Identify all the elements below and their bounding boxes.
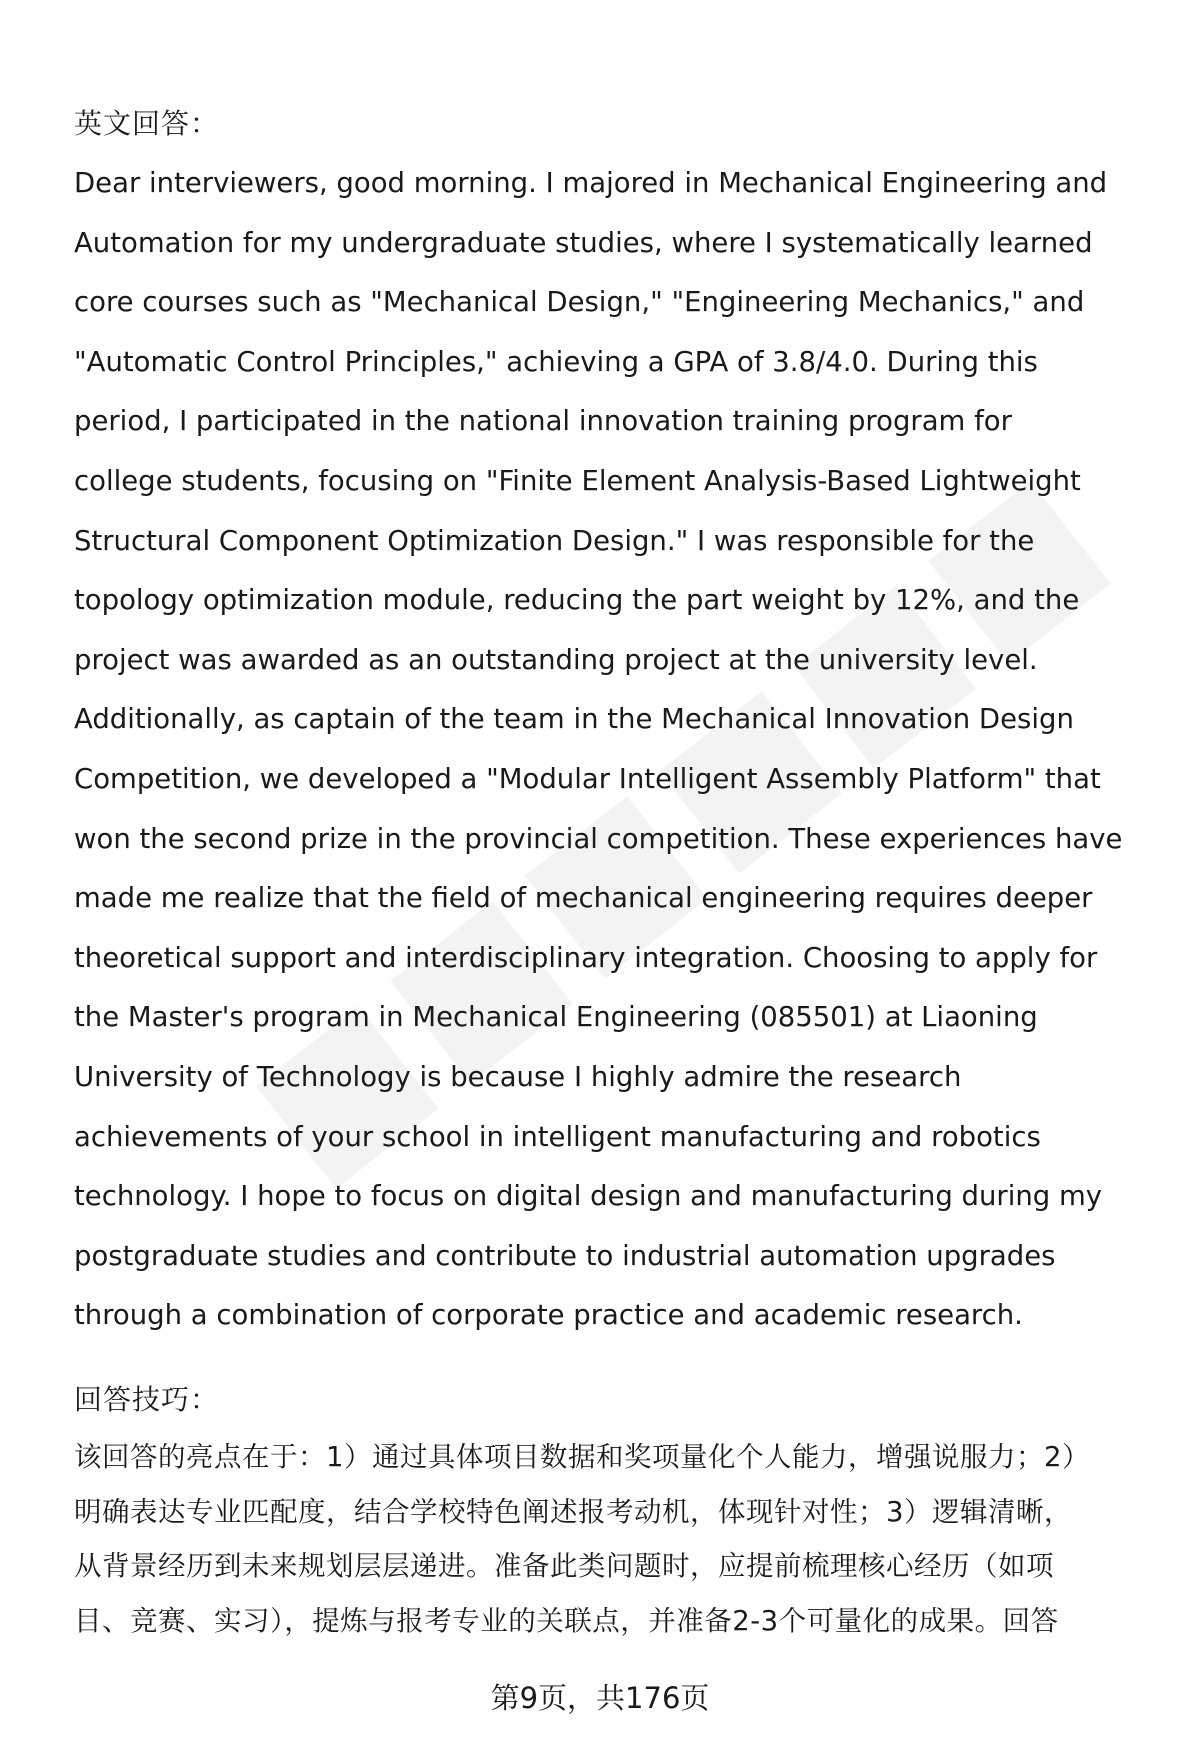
english-answer-text: Dear interviewers, good morning. I majored in Mechanical Engineering and Automation for my undergraduate studies, where I systematically learned core courses such as "Mechanical Design," "Engineering Mechanics," and "Automatic Control Principles," achieving a GPA of 3.8/4.0. During this period, I participated in the national innovation training program for college students, focusing on "Finite Element Analysis-Based Lightweight Structural Component Optimization Design." I was responsible for the topology optimization module, reducing the part weight by 12%, and the project was awarded as an outstanding project at the university level. Additionally, as captain of the team in the Mechanical Innovation Design Competition, we developed a "Modular Intelligent Assembly Platform" that won the second prize in the provincial competition. These experiences have made me realize that the field of mechanical engineering requires deeper theoretical support and interdisciplinary integration. Choosing to apply for the Master's program in Mechanical Engineering (085501) at Liaoning University of Technology is because I highly admire the research achievements of your school in intelligent manufacturing and robotics technology. I hope to focus on digital design and manufacturing during my postgraduate studies and contribute to industrial automation upgrades through a combination of corporate practice and academic research. [74,167,1123,1332]
answer-tips-heading: 回答技巧： [74,1383,220,1416]
english-answer-heading: 英文回答： [74,107,220,140]
answer-tips-text: 该回答的亮点在于：1）通过具体项目数据和奖项量化个人能力，增强说服力；2） 明确表达专业匹配度，结合学校特色阐述报考动机，体现针对性；3）逻辑清晰， 从背景经历到未来规划层层递进。准备此类问题时，应提前梳理核心经历（如项 目、竞赛、实习），提炼与报考专业的关联点，并准备2-3个可量化的成果。回答 [74,1441,1090,1637]
page-number: 第9页，共176页 [490,1681,710,1715]
english-answer-section [74,94,1154,1346]
answer-tips-section [74,1370,1154,1648]
